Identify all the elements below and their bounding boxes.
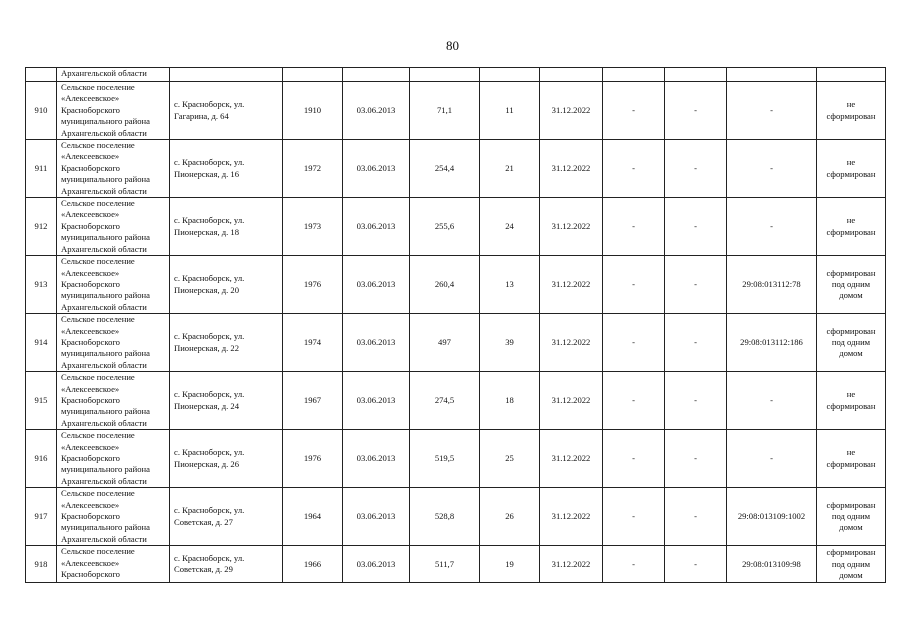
cell-num: 917	[26, 488, 57, 546]
cell-residents: 11	[480, 82, 540, 140]
cell-status	[817, 140, 886, 198]
cell-status	[817, 68, 886, 82]
cell-area: 528,8	[410, 488, 480, 546]
cell-residents	[480, 68, 540, 82]
cell-year: 1973	[283, 198, 343, 256]
cell-area: 519,5	[410, 430, 480, 488]
cell-line: с. Красноборск, ул.	[174, 99, 245, 110]
cell-line: сформирован	[826, 458, 876, 469]
cell-address	[170, 430, 283, 488]
cell-line: сформирован	[826, 226, 876, 237]
cell-line: Сельское поселение	[61, 314, 135, 325]
cell-line: муниципального района	[61, 290, 150, 301]
cell-status	[817, 314, 886, 372]
cell-line: сформирован	[826, 400, 876, 411]
cell-date: 03.06.2013	[343, 372, 410, 430]
cell-col9: -	[603, 488, 665, 546]
cell-line: домом	[839, 348, 863, 359]
cell-line: Советская, д. 27	[174, 516, 233, 527]
cell-status	[817, 430, 886, 488]
cell-line: Пионерская, д. 26	[174, 458, 239, 469]
cell-line: муниципального района	[61, 174, 150, 185]
cell-address	[170, 198, 283, 256]
cell-line: Архангельской области	[61, 243, 147, 254]
cell-owner: Архангельской области	[57, 68, 170, 82]
cell-line: с. Красноборск, ул.	[174, 157, 245, 168]
cell-line: сформирован	[826, 110, 876, 121]
cell-num: 915	[26, 372, 57, 430]
cell-year	[283, 68, 343, 82]
cell-num: 916	[26, 430, 57, 488]
cell-deadline: 31.12.2022	[540, 372, 603, 430]
cell-col9: -	[603, 546, 665, 583]
cell-year: 1976	[283, 430, 343, 488]
cell-col10: -	[665, 488, 727, 546]
cell-line: «Алексеевское»	[61, 499, 120, 510]
cell-residents: 19	[480, 546, 540, 583]
cell-year: 1966	[283, 546, 343, 583]
cell-line: Архангельской области	[61, 359, 147, 370]
cell-line: «Алексеевское»	[61, 267, 120, 278]
cell-line: домом	[839, 569, 863, 580]
cell-deadline: 31.12.2022	[540, 140, 603, 198]
cell-address	[170, 82, 283, 140]
cell-date: 03.06.2013	[343, 140, 410, 198]
cell-col10: -	[665, 546, 727, 583]
housing-registry-table	[25, 67, 886, 583]
cell-line: с. Красноборск, ул.	[174, 505, 245, 516]
cell-num: 912	[26, 198, 57, 256]
cell-line: под одним	[831, 336, 871, 347]
cell-address	[170, 140, 283, 198]
cell-area: 497	[410, 314, 480, 372]
cell-cadastral: 29:08:013112:186	[727, 314, 817, 372]
cell-line: Сельское поселение	[61, 488, 135, 499]
cell-address	[170, 68, 283, 82]
cell-line: муниципального района	[61, 116, 150, 127]
cell-col9: -	[603, 314, 665, 372]
cell-area	[410, 68, 480, 82]
cell-cadastral: 29:08:013112:78	[727, 256, 817, 314]
table-row	[26, 546, 886, 583]
cell-deadline: 31.12.2022	[540, 488, 603, 546]
cell-date: 03.06.2013	[343, 488, 410, 546]
cell-col9: -	[603, 82, 665, 140]
cell-year: 1972	[283, 140, 343, 198]
cell-address	[170, 488, 283, 546]
table-body	[26, 68, 886, 583]
cell-deadline: 31.12.2022	[540, 82, 603, 140]
cell-residents: 25	[480, 430, 540, 488]
cell-status	[817, 256, 886, 314]
cell-year: 1967	[283, 372, 343, 430]
table-row	[26, 256, 886, 314]
cell-num: 910	[26, 82, 57, 140]
cell-num: 911	[26, 140, 57, 198]
cell-col10: -	[665, 256, 727, 314]
table-row	[26, 198, 886, 256]
cell-date: 03.06.2013	[343, 256, 410, 314]
cell-cadastral: -	[727, 198, 817, 256]
cell-col10: -	[665, 82, 727, 140]
cell-area: 255,6	[410, 198, 480, 256]
cell-area: 260,4	[410, 256, 480, 314]
cell-col9: -	[603, 140, 665, 198]
cell-line: не	[846, 215, 856, 226]
cell-line: Красноборского	[61, 336, 120, 347]
cell-num	[26, 68, 57, 82]
cell-line: Пионерская, д. 16	[174, 168, 239, 179]
cell-line: не	[846, 389, 856, 400]
cell-owner	[57, 82, 170, 140]
cell-col9: -	[603, 198, 665, 256]
cell-status	[817, 82, 886, 140]
cell-line: Архангельской области	[61, 417, 147, 428]
table-row	[26, 372, 886, 430]
cell-line: Красноборского	[61, 453, 120, 463]
cell-line: Сельское поселение	[61, 430, 135, 441]
cell-line: муниципального района	[61, 464, 150, 475]
cell-date: 03.06.2013	[343, 314, 410, 372]
cell-status	[817, 372, 886, 430]
cell-line: Красноборского	[61, 220, 120, 231]
cell-line: Пионерская, д. 24	[174, 400, 239, 411]
cell-line: с. Красноборск, ул.	[174, 552, 245, 563]
cell-date: 03.06.2013	[343, 198, 410, 256]
cell-line: Архангельской области	[61, 185, 147, 196]
cell-line: муниципального района	[61, 232, 150, 243]
cell-line: Сельское поселение	[61, 82, 135, 92]
cell-line: под одним	[831, 511, 871, 522]
cell-owner	[57, 430, 170, 488]
cell-line: Гагарина, д. 64	[174, 110, 229, 121]
cell-status	[817, 488, 886, 546]
cell-line: с. Красноборск, ул.	[174, 447, 245, 458]
cell-status	[817, 546, 886, 583]
cell-line: сформирован	[826, 499, 876, 510]
cell-line: Архангельской области	[61, 301, 147, 312]
cell-line: Пионерская, д. 20	[174, 284, 239, 295]
cell-deadline: 31.12.2022	[540, 430, 603, 488]
cell-line: Архангельской области	[61, 533, 147, 544]
page-number: 80	[446, 38, 459, 53]
cell-owner	[57, 546, 170, 583]
cell-cadastral	[727, 68, 817, 82]
cell-line: муниципального района	[61, 406, 150, 417]
cell-line: муниципального района	[61, 348, 150, 359]
cell-year: 1976	[283, 256, 343, 314]
cell-area: 274,5	[410, 372, 480, 430]
cell-line: сформирован	[826, 325, 876, 336]
cell-deadline: 31.12.2022	[540, 198, 603, 256]
cell-line: «Алексеевское»	[61, 151, 120, 162]
cell-line: не	[846, 157, 856, 168]
cell-line: сформирован	[826, 168, 876, 179]
cell-residents: 21	[480, 140, 540, 198]
cell-line: с. Красноборск, ул.	[174, 215, 245, 226]
cell-line: «Алексеевское»	[61, 209, 120, 220]
cell-line: с. Красноборск, ул.	[174, 331, 245, 342]
cell-line: Архангельской области	[61, 475, 147, 486]
cell-line: сформирован	[826, 547, 876, 558]
cell-line: Красноборского	[61, 104, 120, 115]
cell-line: сформирован	[826, 267, 876, 278]
cell-line: Красноборского	[61, 511, 120, 522]
cell-cadastral: -	[727, 82, 817, 140]
cell-area: 71,1	[410, 82, 480, 140]
cell-line: Красноборского	[61, 278, 120, 289]
cell-line: «Алексеевское»	[61, 557, 120, 568]
cell-num: 918	[26, 546, 57, 583]
table-row	[26, 314, 886, 372]
cell-line: Советская, д. 29	[174, 564, 233, 575]
cell-cadastral: 29:08:013109:98	[727, 546, 817, 583]
cell-year: 1974	[283, 314, 343, 372]
cell-line: Архангельской области	[61, 127, 147, 138]
cell-col10: -	[665, 198, 727, 256]
cell-owner	[57, 256, 170, 314]
cell-line: Сельское поселение	[61, 198, 135, 209]
table-row	[26, 488, 886, 546]
cell-owner	[57, 372, 170, 430]
cell-cadastral: -	[727, 372, 817, 430]
cell-line: «Алексеевское»	[61, 325, 120, 336]
cell-line: под одним	[831, 278, 871, 289]
cell-date	[343, 68, 410, 82]
cell-line: «Алексеевское»	[61, 93, 120, 104]
cell-col10	[665, 68, 727, 82]
cell-cadastral: 29:08:013109:1002	[727, 488, 817, 546]
cell-num: 913	[26, 256, 57, 314]
cell-residents: 26	[480, 488, 540, 546]
cell-col10: -	[665, 430, 727, 488]
cell-col10: -	[665, 372, 727, 430]
cell-line: Красноборского	[61, 394, 120, 405]
cell-cadastral: -	[727, 140, 817, 198]
cell-deadline: 31.12.2022	[540, 314, 603, 372]
cell-line: с. Красноборск, ул.	[174, 273, 245, 284]
cell-col9	[603, 68, 665, 82]
cell-area: 254,4	[410, 140, 480, 198]
table-row	[26, 140, 886, 198]
cell-line: Сельское поселение	[61, 256, 135, 267]
cell-col9: -	[603, 430, 665, 488]
table-row	[26, 82, 886, 140]
cell-col9: -	[603, 256, 665, 314]
cell-deadline: 31.12.2022	[540, 546, 603, 583]
cell-area: 511,7	[410, 546, 480, 583]
continuation-row	[26, 68, 886, 82]
table-row	[26, 430, 886, 488]
cell-line: Красноборского	[61, 162, 120, 173]
cell-residents: 39	[480, 314, 540, 372]
cell-line: Пионерская, д. 22	[174, 342, 239, 353]
cell-year: 1964	[283, 488, 343, 546]
cell-address	[170, 256, 283, 314]
cell-cadastral: -	[727, 430, 817, 488]
cell-date: 03.06.2013	[343, 82, 410, 140]
cell-line: не	[846, 99, 856, 110]
cell-col9: -	[603, 372, 665, 430]
cell-date: 03.06.2013	[343, 546, 410, 583]
cell-line: муниципального района	[61, 522, 150, 533]
cell-residents: 13	[480, 256, 540, 314]
cell-line: Сельское поселение	[61, 140, 135, 151]
cell-col10: -	[665, 314, 727, 372]
cell-address	[170, 314, 283, 372]
cell-line: под одним	[831, 558, 871, 569]
cell-line: домом	[839, 290, 863, 301]
cell-deadline: 31.12.2022	[540, 256, 603, 314]
cell-owner	[57, 140, 170, 198]
cell-residents: 18	[480, 372, 540, 430]
cell-deadline	[540, 68, 603, 82]
cell-address	[170, 546, 283, 583]
cell-status	[817, 198, 886, 256]
cell-line: с. Красноборск, ул.	[174, 389, 245, 400]
cell-line: Пионерская, д. 18	[174, 226, 239, 237]
cell-line: Красноборского	[61, 569, 120, 580]
cell-line: Сельское поселение	[61, 546, 135, 557]
cell-line: домом	[839, 522, 863, 533]
cell-col10: -	[665, 140, 727, 198]
cell-line: Сельское поселение	[61, 372, 135, 383]
cell-line: «Алексеевское»	[61, 383, 120, 394]
cell-owner	[57, 314, 170, 372]
cell-date: 03.06.2013	[343, 430, 410, 488]
cell-year: 1910	[283, 82, 343, 140]
cell-num: 914	[26, 314, 57, 372]
cell-line: «Алексеевское»	[61, 441, 120, 452]
cell-line: не	[846, 447, 856, 458]
cell-owner	[57, 198, 170, 256]
cell-owner	[57, 488, 170, 546]
cell-residents: 24	[480, 198, 540, 256]
cell-address	[170, 372, 283, 430]
